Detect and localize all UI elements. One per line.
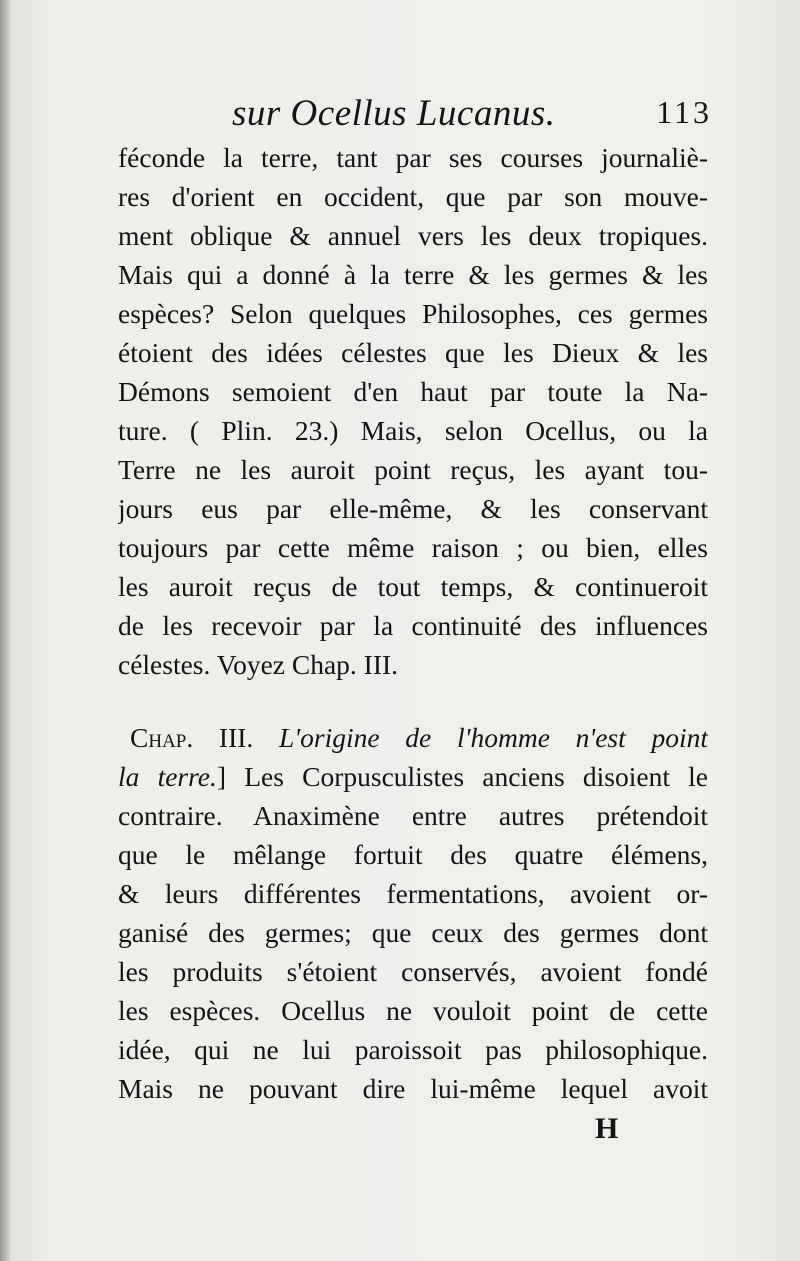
text-line: les auroit reçus de tout temps, & continueroit (118, 571, 708, 602)
paragraph-gap (118, 684, 708, 718)
text-line: ture. ( Plin. 23.) Mais, selon Ocellus, ou la (118, 415, 708, 446)
page-gutter-shadow (0, 0, 10, 1261)
text-line: toujours par cette même raison ; ou bien, elles (118, 532, 708, 563)
running-head (232, 92, 712, 136)
text-line: de les recevoir par la continuité des influences (118, 610, 708, 641)
text-line: étoient des idées célestes que les Dieux & les (118, 337, 708, 368)
paragraph-1 (118, 138, 708, 684)
text-line: Mais ne pouvant dire lui-même lequel avoit (118, 1073, 708, 1104)
text-line: féconde la terre, tant par ses courses journaliè- (118, 142, 708, 173)
text-line: Mais qui a donné à la terre & les germes & les (118, 259, 708, 290)
text-line: & leurs différentes fermentations, avoient or- (118, 878, 708, 909)
text-line: ment oblique & annuel vers les deux tropiques. (118, 220, 708, 251)
chapter-title-part-1: L'origine de l'homme n'est point (278, 722, 708, 753)
text-line: ] Les Corpusculistes anciens disoient le (216, 761, 708, 792)
paragraph-2 (118, 718, 708, 1108)
chapter-label: Chap. III. (130, 722, 254, 753)
running-head-title: sur Ocellus Lucanus. (232, 93, 556, 134)
signature-mark: H (595, 1112, 619, 1145)
page-number: 113 (656, 94, 712, 130)
text-line: res d'orient en occident, que par son mouve- (118, 181, 708, 212)
text-line: les produits s'étoient conservés, avoient fondé (118, 956, 708, 987)
chapter-heading-line (130, 718, 708, 757)
text-line: les espèces. Ocellus ne vouloit point de cette (118, 995, 708, 1026)
text-line: Démons semoient d'en haut par toute la Na- (118, 376, 708, 407)
text-line: ganisé des germes; que ceux des germes dont (118, 917, 708, 948)
text-line: espèces? Selon quelques Philosophes, ces germes (118, 298, 708, 329)
chapter-title-part-2: la terre. (118, 761, 217, 792)
text-line: idée, qui ne lui paroissoit pas philosophique. (118, 1034, 708, 1065)
chapter-heading-line-2 (118, 757, 708, 796)
text-line: jours eus par elle-même, & les conservant (118, 493, 708, 524)
text-line: Terre ne les auroit point reçus, les ayant tou- (118, 454, 708, 485)
text-line: contraire. Anaximène entre autres prétendoit (118, 800, 708, 831)
text-line: célestes. Voyez Chap. III. (118, 649, 399, 680)
body-text (118, 138, 708, 1108)
text-line: que le mêlange fortuit des quatre élémens, (118, 839, 708, 870)
